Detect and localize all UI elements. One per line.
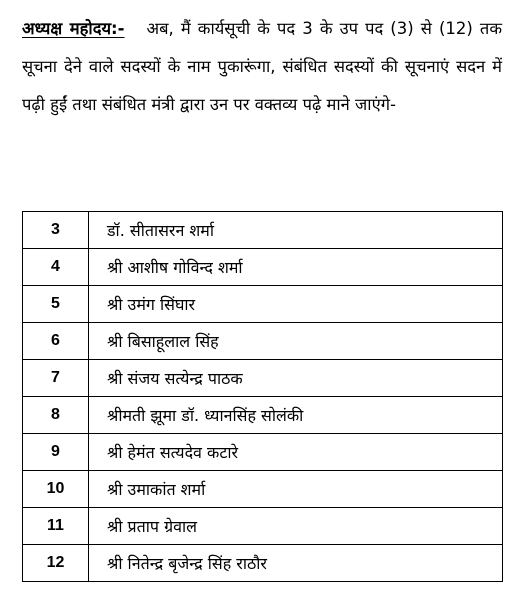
- row-number: 9: [23, 434, 89, 471]
- member-name: डॉ. सीतासरन शर्मा: [89, 212, 503, 249]
- table-row: [23, 249, 503, 286]
- table-row: [23, 434, 503, 471]
- row-number: 12: [23, 545, 89, 582]
- row-number: 4: [23, 249, 89, 286]
- table-row: [23, 360, 503, 397]
- member-name: श्री प्रताप ग्रेवाल: [89, 508, 503, 545]
- row-number: 11: [23, 508, 89, 545]
- row-number: 5: [23, 286, 89, 323]
- member-name: श्री उमंग सिंघार: [89, 286, 503, 323]
- row-number: 7: [23, 360, 89, 397]
- members-table: [22, 211, 503, 582]
- member-name: श्री संजय सत्येन्द्र पाठक: [89, 360, 503, 397]
- row-number: 10: [23, 471, 89, 508]
- table-row: [23, 286, 503, 323]
- table-row: [23, 545, 503, 582]
- member-name: श्री नितेन्द्र बृजेन्द्र सिंह राठौर: [89, 545, 503, 582]
- row-number: 8: [23, 397, 89, 434]
- speaker-label: अध्यक्ष महोदय:-: [22, 19, 125, 38]
- table-row: [23, 471, 503, 508]
- intro-paragraph: [22, 10, 502, 124]
- row-number: 3: [23, 212, 89, 249]
- member-name: श्री बिसाहूलाल सिंह: [89, 323, 503, 360]
- member-name: श्री आशीष गोविन्द शर्मा: [89, 249, 503, 286]
- member-name: श्री हेमंत सत्यदेव कटारे: [89, 434, 503, 471]
- table-row: [23, 397, 503, 434]
- row-number: 6: [23, 323, 89, 360]
- intro-text: अब, मैं कार्यसूची के पद 3 के उप पद (3) से (12) तक सूचना देने वाले सदस्यों के नाम पुकारूंगा, संबंधित सदस्यों की सूचनाएं सदन में पढ़ी हुईं तथा संबंधित मंत्री द्वारा उन पर वक्तव्य पढ़े माने जाएंगे-: [22, 19, 503, 114]
- member-name: श्री उमाकांत शर्मा: [89, 471, 503, 508]
- table-row: [23, 323, 503, 360]
- table-row: [23, 508, 503, 545]
- member-name: श्रीमती झूमा डॉ. ध्यानसिंह सोलंकी: [89, 397, 503, 434]
- table-row: [23, 212, 503, 249]
